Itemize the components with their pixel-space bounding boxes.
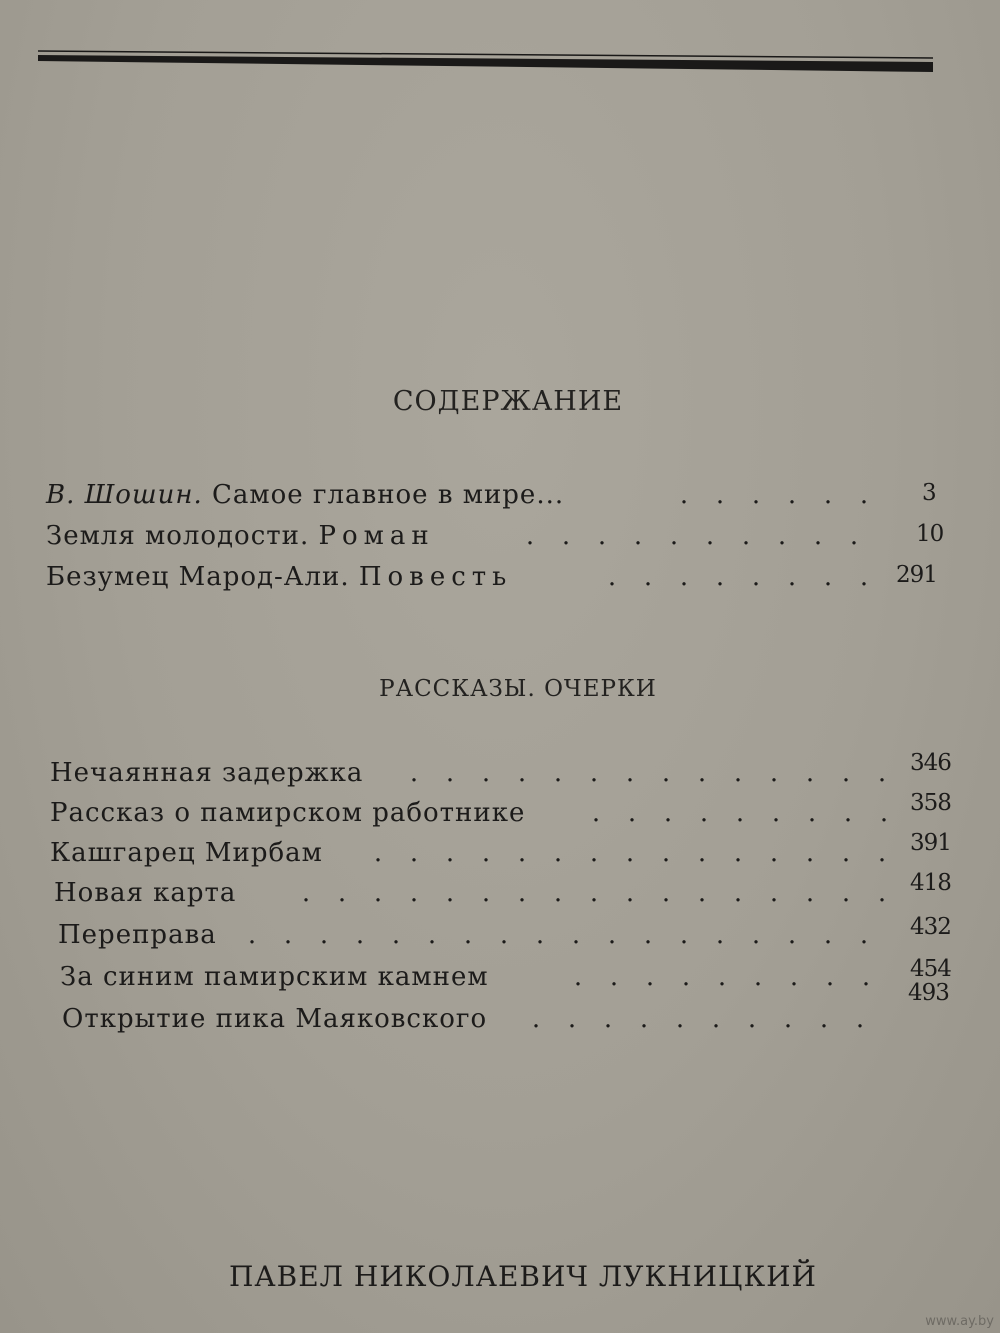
- page-number: 10: [916, 521, 944, 547]
- toc-entry[interactable]: [46, 480, 946, 520]
- leader-dots: . . . . . . . .: [607, 562, 869, 592]
- leader-dots: . . . . . . . . . . . . . . . . . .: [247, 920, 869, 950]
- page-number: 454: [910, 956, 951, 982]
- story-entry[interactable]: [50, 830, 951, 878]
- entry-author: В. Шошин.: [46, 480, 203, 510]
- entry-title: Безумец Марод-Али.: [46, 562, 350, 592]
- story-entry[interactable]: [62, 980, 962, 1044]
- entry-title: Кашгарец Мирбам: [50, 838, 323, 868]
- leader-dots: . . . . . . . . .: [591, 798, 889, 828]
- story-entry[interactable]: [50, 750, 951, 798]
- section-heading: РАССКАЗЫ. ОЧЕРКИ: [379, 676, 657, 702]
- page-number: 346: [910, 750, 951, 776]
- entry-title: Нечаянная задержка: [50, 758, 364, 788]
- entry-title: Рассказ о памирском работнике: [50, 798, 526, 828]
- leader-dots: . . . . . .: [679, 480, 869, 510]
- story-entry[interactable]: [58, 914, 958, 960]
- leader-dots: . . . . . . . . . .: [531, 1004, 865, 1034]
- entry-title: Самое главное в мире...: [212, 480, 565, 510]
- entry-title: Переправа: [58, 920, 217, 950]
- entry-title: Открытие пика Маяковского: [62, 1004, 488, 1034]
- leader-dots: . . . . . . . . . .: [525, 521, 859, 551]
- page-number: 3: [922, 480, 936, 506]
- story-entry[interactable]: [50, 790, 951, 838]
- contents-heading: СОДЕРЖАНИЕ: [392, 386, 624, 417]
- entry-genre: Повесть: [358, 562, 513, 592]
- page-number: 358: [910, 790, 951, 816]
- entry-title: Земля молодости.: [46, 521, 310, 551]
- leader-dots: . . . . . . . . . . . . . . . . .: [301, 878, 887, 908]
- leader-dots: . . . . . . . . . . . . . .: [409, 758, 887, 788]
- toc-entry[interactable]: [46, 521, 946, 561]
- story-entry[interactable]: [60, 956, 960, 1002]
- entry-title: Новая карта: [54, 878, 237, 908]
- page-number: 432: [910, 914, 951, 940]
- page-number: 391: [910, 830, 951, 856]
- decorative-rule: [38, 48, 933, 76]
- entry-genre: Роман: [318, 521, 435, 551]
- leader-dots: . . . . . . . . .: [573, 962, 871, 992]
- leader-dots: . . . . . . . . . . . . . . .: [373, 838, 887, 868]
- page-number: 493: [908, 980, 949, 1006]
- author-name: ПАВЕЛ НИКОЛАЕВИЧ ЛУКНИЦКИЙ: [229, 1260, 817, 1293]
- page-number: 418: [910, 870, 951, 896]
- page-number: 291: [896, 562, 937, 588]
- story-entry[interactable]: [54, 870, 954, 918]
- toc-entry[interactable]: [46, 562, 946, 602]
- watermark: www.ay.by: [925, 1314, 994, 1329]
- entry-title: За синим памирским камнем: [60, 962, 489, 992]
